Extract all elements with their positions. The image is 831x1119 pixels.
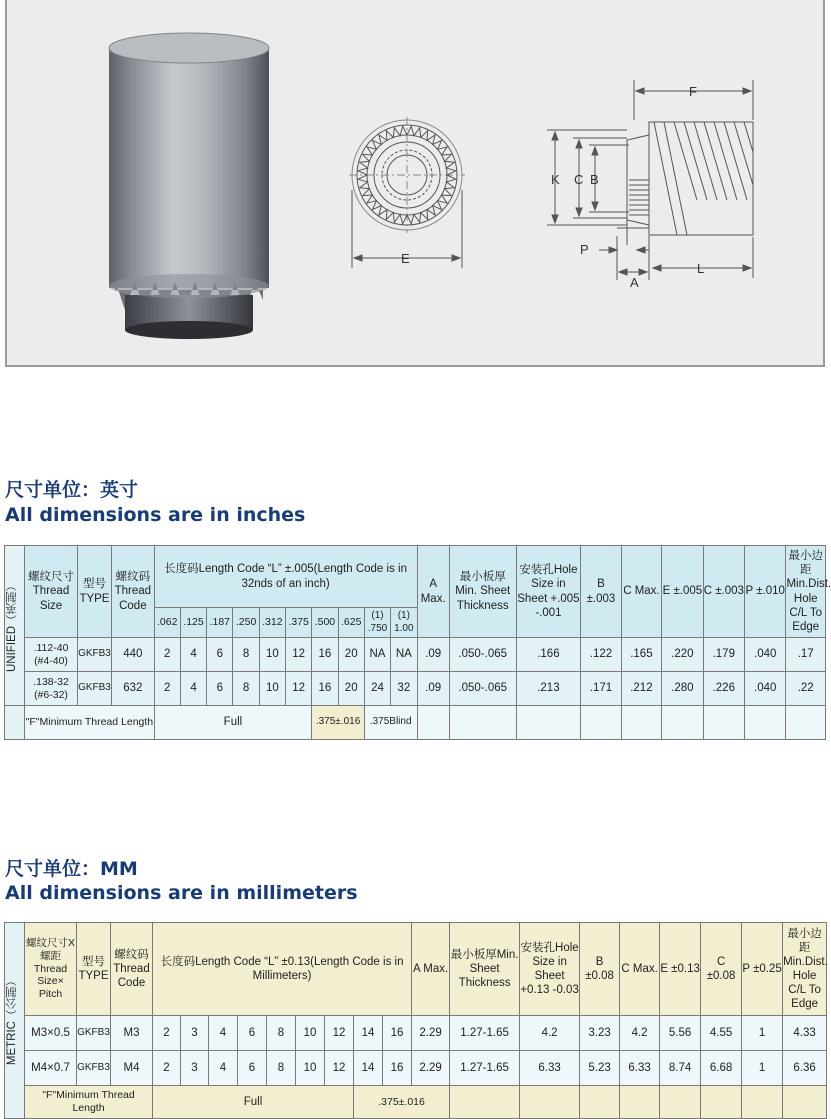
mm-col-thread-size: 螺纹尺寸X螺距Thread Size× Pitch <box>25 923 77 1016</box>
min-thread-mid: .375±.016 <box>312 706 365 740</box>
length-cell: 16 <box>383 1051 412 1086</box>
length-cell: 8 <box>267 1051 296 1086</box>
thread-code-cell: M4 <box>111 1051 153 1086</box>
product-drawing <box>7 0 823 365</box>
length-cell: 2 <box>153 1051 181 1086</box>
thread-size-cell: .112-40 (#4-40) <box>25 638 78 672</box>
inch-length-code: .625 <box>338 608 364 638</box>
length-cell: 6 <box>238 1051 267 1086</box>
a-cell: .09 <box>417 638 449 672</box>
length-cell: 4 <box>209 1051 238 1086</box>
b-cell: 3.23 <box>580 1016 620 1051</box>
length-cell: 10 <box>296 1051 325 1086</box>
a-cell: 2.29 <box>412 1016 450 1051</box>
type-cell: GKFB3 <box>77 1016 111 1051</box>
dim-label-f: F <box>689 84 697 99</box>
thread-code-cell: 440 <box>112 638 154 672</box>
inch-col-thread-code: 螺纹码Thread Code <box>112 546 154 638</box>
inch-spec-table <box>4 545 831 740</box>
mm-col-type: 型号TYPE <box>77 923 111 1016</box>
table-row <box>5 638 826 672</box>
c-cell: .165 <box>621 638 661 672</box>
p-cell: 1 <box>742 1051 783 1086</box>
inch-side-label: UNIFIED（英制） <box>6 579 18 672</box>
standoff-photo <box>109 33 269 339</box>
b-cell: .122 <box>581 638 621 672</box>
length-cell: NA <box>391 638 417 672</box>
type-cell: GKFB3 <box>77 638 111 672</box>
c2-cell: 4.55 <box>701 1016 742 1051</box>
inch-col-a: A Max. <box>417 546 449 638</box>
length-cell: 6 <box>238 1016 267 1051</box>
min-thread-blind: .375Blind <box>364 706 417 740</box>
c-cell: 4.2 <box>620 1016 660 1051</box>
length-cell: 3 <box>181 1016 209 1051</box>
a-cell: .09 <box>417 672 449 706</box>
thread-size-cell: M4×0.7 <box>25 1051 77 1086</box>
length-cell: 10 <box>259 638 285 672</box>
e-cell: 5.56 <box>660 1016 701 1051</box>
table-row <box>5 706 826 740</box>
side-filler <box>5 706 25 740</box>
e-cell: .220 <box>662 638 703 672</box>
inch-col-type: 型号TYPE <box>77 546 111 638</box>
min-thread-full: Full <box>153 1086 354 1119</box>
empty-cell <box>520 1086 580 1119</box>
hole-cell: .213 <box>516 672 581 706</box>
empty-cell <box>620 1086 660 1119</box>
inch-length-code: .250 <box>233 608 259 638</box>
sheet-cell: 1.27-1.65 <box>450 1016 520 1051</box>
mm-col-sheet: 最小板厚Min. Sheet Thickness <box>450 923 520 1016</box>
empty-cell <box>742 1086 783 1119</box>
mm-col-e: E ±0.13 <box>660 923 701 1016</box>
end-view-drawing <box>349 117 465 268</box>
mm-heading-en: All dimensions are in millimeters <box>5 882 358 904</box>
length-cell: NA <box>364 638 390 672</box>
dist-cell: 6.36 <box>783 1051 827 1086</box>
type-cell: GKFB3 <box>77 672 111 706</box>
type-cell: GKFB3 <box>77 1051 111 1086</box>
thread-code-cell: 632 <box>112 672 154 706</box>
mm-col-c: C Max. <box>620 923 660 1016</box>
p-cell: .040 <box>745 672 786 706</box>
length-cell: 14 <box>354 1051 383 1086</box>
length-cell: 2 <box>154 672 180 706</box>
empty-cell <box>660 1086 701 1119</box>
empty-cell <box>786 706 826 740</box>
length-cell: 8 <box>267 1016 296 1051</box>
p-cell: 1 <box>742 1016 783 1051</box>
length-cell: 6 <box>207 672 233 706</box>
inch-heading-cn: 尺寸单位：英寸 <box>5 479 139 501</box>
min-thread-label: "F"Minimum Thread Length <box>25 706 154 740</box>
inch-length-code: .125 <box>180 608 206 638</box>
dim-label-b: B <box>590 172 599 187</box>
length-cell: 4 <box>180 638 206 672</box>
sheet-cell: 1.27-1.65 <box>450 1051 520 1086</box>
dist-cell: .22 <box>786 672 826 706</box>
dim-label-a: A <box>630 275 639 290</box>
inch-col-sheet: 最小板厚Min. Sheet Thickness <box>449 546 516 638</box>
inch-length-code: .187 <box>207 608 233 638</box>
sheet-cell: .050-.065 <box>449 638 516 672</box>
e-cell: .280 <box>662 672 703 706</box>
inch-col-thread-size: 螺纹尺寸Thread Size <box>25 546 78 638</box>
mm-side-label-cell <box>5 923 25 1119</box>
sheet-cell: .050-.065 <box>449 672 516 706</box>
dim-label-c: C <box>574 172 584 187</box>
length-cell: 6 <box>207 638 233 672</box>
mm-heading-cn: 尺寸单位：MM <box>5 858 138 880</box>
length-cell: 12 <box>325 1051 354 1086</box>
empty-cell <box>449 706 516 740</box>
length-cell: 4 <box>209 1016 238 1051</box>
length-cell: 12 <box>286 638 312 672</box>
empty-cell <box>417 706 449 740</box>
length-cell: 2 <box>153 1016 181 1051</box>
e-cell: 8.74 <box>660 1051 701 1086</box>
inch-length-code: .062 <box>154 608 180 638</box>
length-cell: 10 <box>296 1016 325 1051</box>
length-cell: 3 <box>181 1051 209 1086</box>
inch-col-dist: 最小边距Min.Dist. Hole C/L To Edge <box>786 546 826 638</box>
length-cell: 12 <box>286 672 312 706</box>
mm-col-p: P ±0.25 <box>742 923 783 1016</box>
empty-cell <box>580 1086 620 1119</box>
p-cell: .040 <box>745 638 786 672</box>
length-cell: 16 <box>383 1016 412 1051</box>
length-cell: 20 <box>338 672 364 706</box>
dim-label-e: E <box>401 251 410 266</box>
table-row <box>5 1086 827 1119</box>
empty-cell <box>516 706 581 740</box>
a-cell: 2.29 <box>412 1051 450 1086</box>
mm-col-b: B ±0.08 <box>580 923 620 1016</box>
empty-cell <box>450 1086 520 1119</box>
dim-label-p: P <box>580 242 589 257</box>
inch-length-code: (1) .750 <box>364 608 390 638</box>
table-row <box>5 1051 827 1086</box>
dim-label-k: K <box>551 172 560 187</box>
c2-cell: 6.68 <box>701 1051 742 1086</box>
inch-col-e: E ±.005 <box>662 546 703 638</box>
inch-side-label-cell <box>5 546 25 706</box>
empty-cell <box>662 706 703 740</box>
thread-code-cell: M3 <box>111 1016 153 1051</box>
inch-col-b: B ±.003 <box>581 546 621 638</box>
empty-cell <box>701 1086 742 1119</box>
c-cell: 6.33 <box>620 1051 660 1086</box>
dist-cell: .17 <box>786 638 826 672</box>
inch-col-length-code: 长度码Length Code “L” ±.005(Length Code is in 32nds of an inch) <box>154 546 417 608</box>
empty-cell <box>703 706 744 740</box>
min-thread-mid: .375±.016 <box>354 1086 450 1119</box>
mm-col-length-code: 长度码Length Code “L” ±0.13(Length Code is in Millimeters) <box>153 923 412 1016</box>
mm-col-thread-code: 螺纹码Thread Code <box>111 923 153 1016</box>
hole-cell: 4.2 <box>520 1016 580 1051</box>
hole-cell: 6.33 <box>520 1051 580 1086</box>
length-cell: 20 <box>338 638 364 672</box>
mm-spec-table <box>4 922 827 1119</box>
min-thread-label: "F"Minimum Thread Length <box>25 1086 153 1119</box>
product-image-panel <box>5 0 825 367</box>
inch-length-code: .312 <box>259 608 285 638</box>
dim-label-l: L <box>697 261 705 276</box>
b-cell: 5.23 <box>580 1051 620 1086</box>
inch-length-code: .500 <box>312 608 338 638</box>
c-cell: .212 <box>621 672 661 706</box>
table-row <box>5 672 826 706</box>
mm-col-a: A Max. <box>412 923 450 1016</box>
min-thread-full: Full <box>154 706 312 740</box>
length-cell: 32 <box>391 672 417 706</box>
thread-size-cell: M3×0.5 <box>25 1016 77 1051</box>
inch-col-c: C Max. <box>621 546 661 638</box>
mm-col-dist: 最小边距Min.Dist. Hole C/L To Edge <box>783 923 827 1016</box>
hole-cell: .166 <box>516 638 581 672</box>
mm-side-label: METRIC（公制） <box>6 975 18 1066</box>
b-cell: .171 <box>581 672 621 706</box>
length-cell: 16 <box>312 672 338 706</box>
mm-col-c2: C ±0.08 <box>701 923 742 1016</box>
inch-length-code: .375 <box>286 608 312 638</box>
mm-col-hole: 安装孔Hole Size in Sheet +0.13 -0.03 <box>520 923 580 1016</box>
c2-cell: .179 <box>703 638 744 672</box>
dist-cell: 4.33 <box>783 1016 827 1051</box>
length-cell: 8 <box>233 638 259 672</box>
inch-col-p: P ±.010 <box>745 546 786 638</box>
inch-heading-en: All dimensions are in inches <box>5 504 306 526</box>
inch-length-code: (1) 1.00 <box>391 608 417 638</box>
empty-cell <box>783 1086 827 1119</box>
inch-col-hole: 安装孔Hole Size in Sheet +.005 -.001 <box>516 546 581 638</box>
length-cell: 4 <box>180 672 206 706</box>
table-row <box>5 1016 827 1051</box>
length-cell: 2 <box>154 638 180 672</box>
length-cell: 24 <box>364 672 390 706</box>
empty-cell <box>745 706 786 740</box>
c2-cell: .226 <box>703 672 744 706</box>
length-cell: 16 <box>312 638 338 672</box>
length-cell: 8 <box>233 672 259 706</box>
length-cell: 10 <box>259 672 285 706</box>
inch-col-c2: C ±.003 <box>703 546 744 638</box>
empty-cell <box>581 706 621 740</box>
empty-cell <box>621 706 661 740</box>
length-cell: 12 <box>325 1016 354 1051</box>
length-cell: 14 <box>354 1016 383 1051</box>
thread-size-cell: .138-32 (#6-32) <box>25 672 78 706</box>
